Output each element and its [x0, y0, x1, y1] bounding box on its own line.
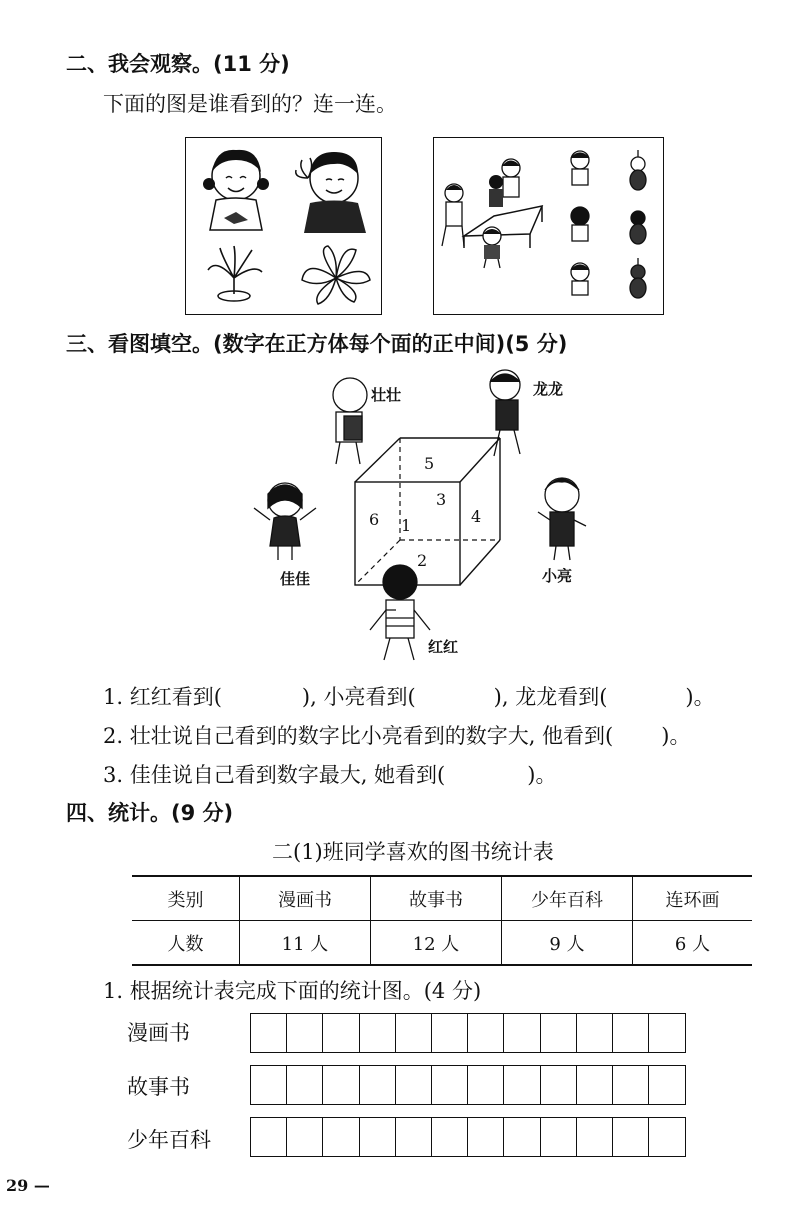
- cube-face-number-6: 6: [369, 510, 380, 529]
- observation-picture-right: [433, 137, 664, 315]
- table-cell: 故事书: [371, 876, 502, 921]
- cube-face-number-3: 3: [436, 490, 447, 509]
- table-cell: 人数: [132, 921, 240, 966]
- cube-face-number-1: 1: [401, 516, 412, 535]
- cube-face-number-4: 4: [471, 507, 482, 526]
- table-cell: 12 人: [371, 921, 502, 966]
- table-cell: 漫画书: [240, 876, 371, 921]
- page-number: [6, 1176, 50, 1195]
- question-3-2: [103, 720, 690, 750]
- cube-face-number-2: 2: [417, 551, 428, 570]
- q1-part-c: ), 龙龙看到(: [493, 685, 608, 709]
- observation-picture-left: [185, 137, 382, 315]
- q1-part-d: )。: [685, 685, 715, 709]
- question-4-1: 1. 根据统计表完成下面的统计图。(4 分): [103, 979, 482, 1003]
- table-cell: 9 人: [502, 921, 633, 966]
- table-cell: 11 人: [240, 921, 371, 966]
- question-3-1: [103, 681, 715, 711]
- name-jiajia: 佳佳: [280, 570, 311, 588]
- table-title: 二(1)班同学喜欢的图书统计表: [272, 840, 554, 864]
- q2-part-b: )。: [661, 724, 691, 748]
- q2-part-a: 2. 壮壮说自己看到的数字比小亮看到的数字大, 他看到(: [103, 724, 614, 748]
- section-4-heading: 四、统计。(9 分): [66, 801, 234, 825]
- table-header-row: [132, 876, 752, 921]
- q1-part-b: ), 小亮看到(: [301, 685, 416, 709]
- doll-icon: [434, 138, 663, 314]
- name-longlong: 龙龙: [533, 380, 564, 398]
- section-2-heading: 二、我会观察。(11 分): [66, 52, 290, 76]
- table-cell: 6 人: [633, 921, 753, 966]
- chart-grid-row[interactable]: [250, 1117, 686, 1157]
- table-cell: 类别: [132, 876, 240, 921]
- plant-top-view-icon: [186, 138, 381, 314]
- cube-face-number-5: 5: [424, 454, 435, 473]
- q3-part-a: 3. 佳佳说自己看到数字最大, 她看到(: [103, 763, 446, 787]
- name-zhuangzhuang: 壮壮: [371, 386, 402, 404]
- q3-part-b: )。: [527, 763, 557, 787]
- cube-outline: [250, 360, 600, 680]
- page-number-dash: —: [33, 1176, 50, 1195]
- table-row: [132, 921, 752, 966]
- chart-row-label: 故事书: [127, 1075, 190, 1099]
- chart-row-label: 漫画书: [127, 1021, 190, 1045]
- table-cell: 连环画: [633, 876, 753, 921]
- section-2-instruction: 下面的图是谁看到的？连一连。: [103, 92, 397, 116]
- q1-part-a: 1. 红红看到(: [103, 685, 222, 709]
- chart-grid-row[interactable]: [250, 1065, 686, 1105]
- question-3-3: [103, 759, 556, 789]
- chart-grid-row[interactable]: [250, 1013, 686, 1053]
- chart-row-label: 少年百科: [127, 1128, 211, 1152]
- stats-table: [132, 875, 752, 966]
- section-3-heading: 三、看图填空。(数字在正方体每个面的正中间)(5 分): [66, 332, 568, 356]
- page-number-value: 29: [6, 1176, 29, 1195]
- table-cell: 少年百科: [502, 876, 633, 921]
- name-xiaoliang: 小亮: [542, 567, 573, 585]
- name-honghong: 红红: [428, 638, 459, 656]
